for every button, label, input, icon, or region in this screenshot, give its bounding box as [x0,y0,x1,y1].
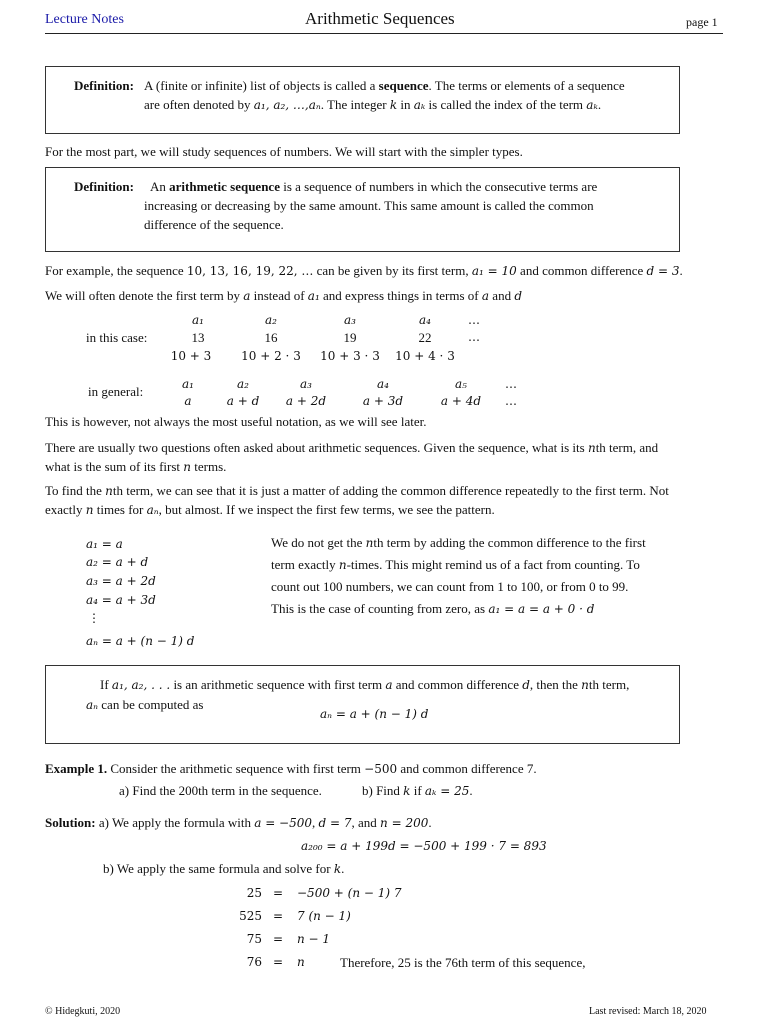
table-cell: 10 + 2 · 3 [241,349,301,363]
table-cell: a + 4d [440,394,482,408]
table-cell: … [505,377,517,391]
page-title: Arithmetic Sequences [305,9,455,28]
footer-copyright: © Hidegkuti, 2020 [45,1006,121,1017]
formula-box-line-2: aₙ can be computed as [86,697,204,712]
equation-eq: = [273,955,284,969]
side-text-line: count out 100 numbers, we can count from 1 to 100, or from 0 to 99. [271,579,629,594]
definition-box-arithmetic [45,167,680,252]
example-question-a: a) Find the 200th term in the sequence. [119,783,322,798]
equation-rhs: n [297,955,305,969]
equation-line: a₁ = a [86,537,123,551]
page-number: page 1 [686,15,718,29]
definition-label: Definition: [74,179,134,194]
table-cell: … [468,330,480,344]
equation-line: a₂ = a + d [86,555,149,569]
equation-line: aₙ = a + (n − 1) d [86,634,195,648]
equation-eq: = [273,886,284,900]
table-cell: 10 + 4 · 3 [395,349,455,363]
definition-line-3: difference of the sequence. [144,217,284,232]
formula-box-line-1: If a₁, a₂, . . . is an arithmetic sequence with first term a and common difference d, then the nth term, [100,677,630,692]
table-cell: 16 [264,330,278,345]
definition-line-2: are often denoted by a₁, a₂, …,aₙ. The integer k in aₖ is called the index of the term aₖ. [144,97,602,112]
table-cell: a₅ [455,377,467,391]
equation-lhs: 76 [246,955,262,969]
table-cell: a₂ [265,313,277,327]
footer-revised: Last revised: March 18, 2020 [589,1006,707,1017]
table-cell: 22 [418,330,432,345]
equation-rhs: n − 1 [297,932,331,946]
equation-line: a₄ = a + 3d [86,593,156,607]
header-notes-label: Lecture Notes [45,12,124,27]
definition-box-sequence [45,66,680,134]
table-cell: … [505,394,517,408]
solution-heading: Solution: a) We apply the formula with a = −500, d = 7, and n = 200. [45,815,432,830]
table-general-label: in general: [88,384,144,399]
notation-remark: This is however, not always the most useful notation, as we will see later. [45,414,427,429]
side-text-line: We do not get the nth term by adding the common difference to the first [271,535,646,550]
solution-conclusion: Therefore, 25 is the 76th term of this sequence, [340,955,586,970]
table-cell: a₃ [344,313,356,327]
definition-line-1: A (finite or infinite) list of objects is called a sequence. The terms or elements of a sequence [144,78,625,93]
notation-sentence: We will often denote the first term by a instead of a₁ and express things in terms of a and d [45,288,523,303]
definition-line-2: increasing or decreasing by the same amount. This same amount is called the common [144,198,594,213]
example-heading: Example 1. Consider the arithmetic sequence with first term −500 and common difference 7. [45,761,537,776]
equation-lhs: 525 [239,909,262,923]
table-cell: a₁ [182,377,194,391]
definition-label: Definition: [74,78,134,93]
questions-line-1: There are usually two questions often asked about arithmetic sequences. Given the sequence, what is its nth term, and [45,440,659,455]
nth-term-formula: aₙ = a + (n − 1) d [320,707,429,721]
formula-box [45,665,680,744]
table-cell: a₁ [192,313,204,327]
questions-line-2: what is the sum of its first n terms. [45,459,227,474]
solution-formula: a₂₀₀ = a + 199d = −500 + 199 · 7 = 893 [301,839,547,853]
intro-paragraph: For the most part, we will study sequences of numbers. We will start with the simpler types. [45,144,523,159]
header-rule [45,33,723,34]
table-cell: a + d [226,394,260,408]
equation-rhs: 7 (n − 1) [297,909,351,923]
equation-lhs: 25 [246,886,262,900]
definition-line-1: An arithmetic sequence is a sequence of numbers in which the consecutive terms are [150,179,598,194]
equation-line: ⋮ [88,611,100,625]
table-cell: 10 + 3 · 3 [320,349,380,363]
side-text-line: term exactly n-times. This might remind us of a fact from counting. To [271,557,640,572]
table-cell: 13 [191,330,205,345]
table-cell: … [468,313,480,327]
table-cell: a [184,394,192,408]
example-question-b: b) Find k if aₖ = 25. [362,783,473,798]
example-sentence: For example, the sequence 10, 13, 16, 19, 22, … can be given by its first term, a₁ = 10 and common difference d = 3. [45,263,683,278]
table-cell: 10 + 3 [170,349,212,363]
equation-line: a₃ = a + 2d [86,574,156,588]
equation-rhs: −500 + (n − 1) 7 [297,886,402,900]
solution-part-b: b) We apply the same formula and solve for k. [103,861,345,876]
equation-eq: = [273,909,284,923]
table-case-label: in this case: [86,330,148,345]
equation-eq: = [273,932,284,946]
equation-lhs: 75 [246,932,262,946]
table-cell: a₃ [300,377,312,391]
table-cell: a₄ [377,377,389,391]
table-cell: a + 3d [362,394,404,408]
table-cell: a + 2d [285,394,327,408]
table-cell: a₄ [419,313,431,327]
nth-term-line-2: exactly n times for aₙ, but almost. If we inspect the first few terms, we see the pattern. [45,502,495,517]
side-text-line: This is the case of counting from zero, as a₁ = a = a + 0 · d [271,601,595,616]
table-cell: 19 [343,330,357,345]
table-cell: a₂ [237,377,249,391]
nth-term-line-1: To find the nth term, we can see that it is just a matter of adding the common difference repeatedly to the first term. Not [45,483,669,498]
